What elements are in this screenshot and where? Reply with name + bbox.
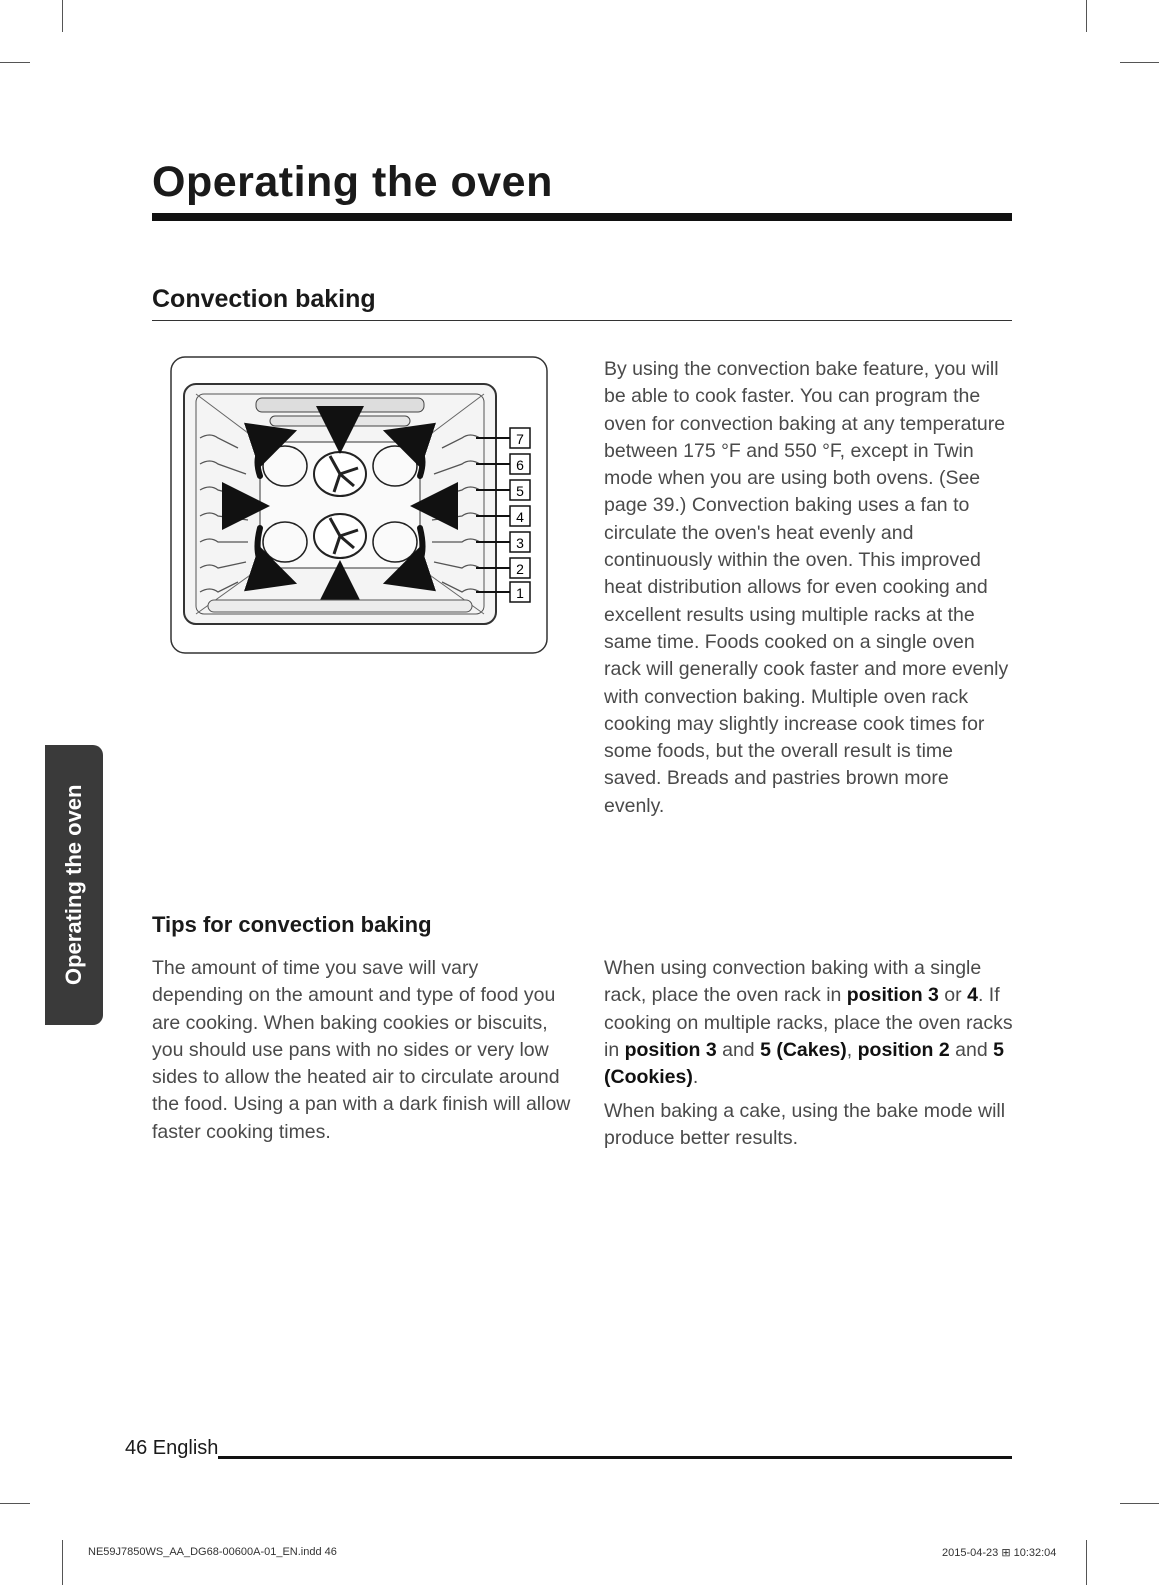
footer-rule (218, 1456, 1012, 1459)
oven-convection-diagram (170, 356, 548, 654)
crop-mark (0, 62, 30, 63)
chapter-rule (152, 213, 1012, 221)
crop-mark (62, 1540, 63, 1585)
crop-mark (1120, 1503, 1159, 1504)
chapter-title: Operating the oven (152, 158, 553, 206)
crop-mark (62, 0, 63, 32)
section-title: Convection baking (152, 285, 376, 313)
rack-label-1: 1 (516, 585, 524, 601)
crop-mark (1086, 0, 1087, 32)
rack-label-6: 6 (516, 457, 524, 473)
crop-mark (1086, 1540, 1087, 1585)
tips-right-paragraph-2: When baking a cake, using the bake mode will produce better results. (604, 1100, 1006, 1150)
intro-paragraph: By using the convection bake feature, you will be able to cook faster. You can program the oven for convection baking at any temperature between 175 °F and 550 °F, except in Twin mode when you are using both ovens. (See page 39.) Convection baking uses a fan to circulate the oven's heat evenly and continuously within the oven. This improved heat distribution allows for even cooking and excellent results using multiple racks at the same time. Foods cooked on a single oven rack will generally cook faster and more evenly with convection baking. Multiple oven rack cooking may slightly increase cook times for some foods, but the overall result is time saved. Breads and pastries brown more evenly. (604, 358, 1009, 817)
rack-label-2: 2 (516, 561, 524, 577)
rack-label-5: 5 (516, 483, 524, 499)
rack-label-3: 3 (516, 535, 524, 551)
crop-mark (1120, 62, 1159, 63)
print-slug-timestamp: 2015-04-23 ⊞ 10:32:04 (942, 1547, 1057, 1559)
section-rule (152, 320, 1012, 321)
side-tab-label: Operating the oven (61, 784, 86, 986)
rack-label-7: 7 (516, 431, 524, 447)
rack-label-4: 4 (516, 509, 524, 525)
page-number: 46 English (125, 1437, 219, 1459)
print-slug-filename: NE59J7850WS_AA_DG68-00600A-01_EN.indd 46 (88, 1546, 337, 1558)
crop-mark (0, 1503, 30, 1504)
tips-title: Tips for convection baking (152, 912, 432, 937)
tips-right-paragraph-1: When using convection baking with a single rack, place the oven rack in position 3 or 4. If cooking on multiple racks, place the oven racks in position 3 and 5 (Cakes), position 2 and 5 (Cookies). (604, 957, 1013, 1089)
tips-left-paragraph: The amount of time you save will vary depending on the amount and type of food you are cooking. When baking cookies or biscuits, you should use pans with no sides or very low sides to allow the heated air to circulate around the food. Using a pan with a dark finish will allow faster cooking times. (152, 957, 571, 1143)
